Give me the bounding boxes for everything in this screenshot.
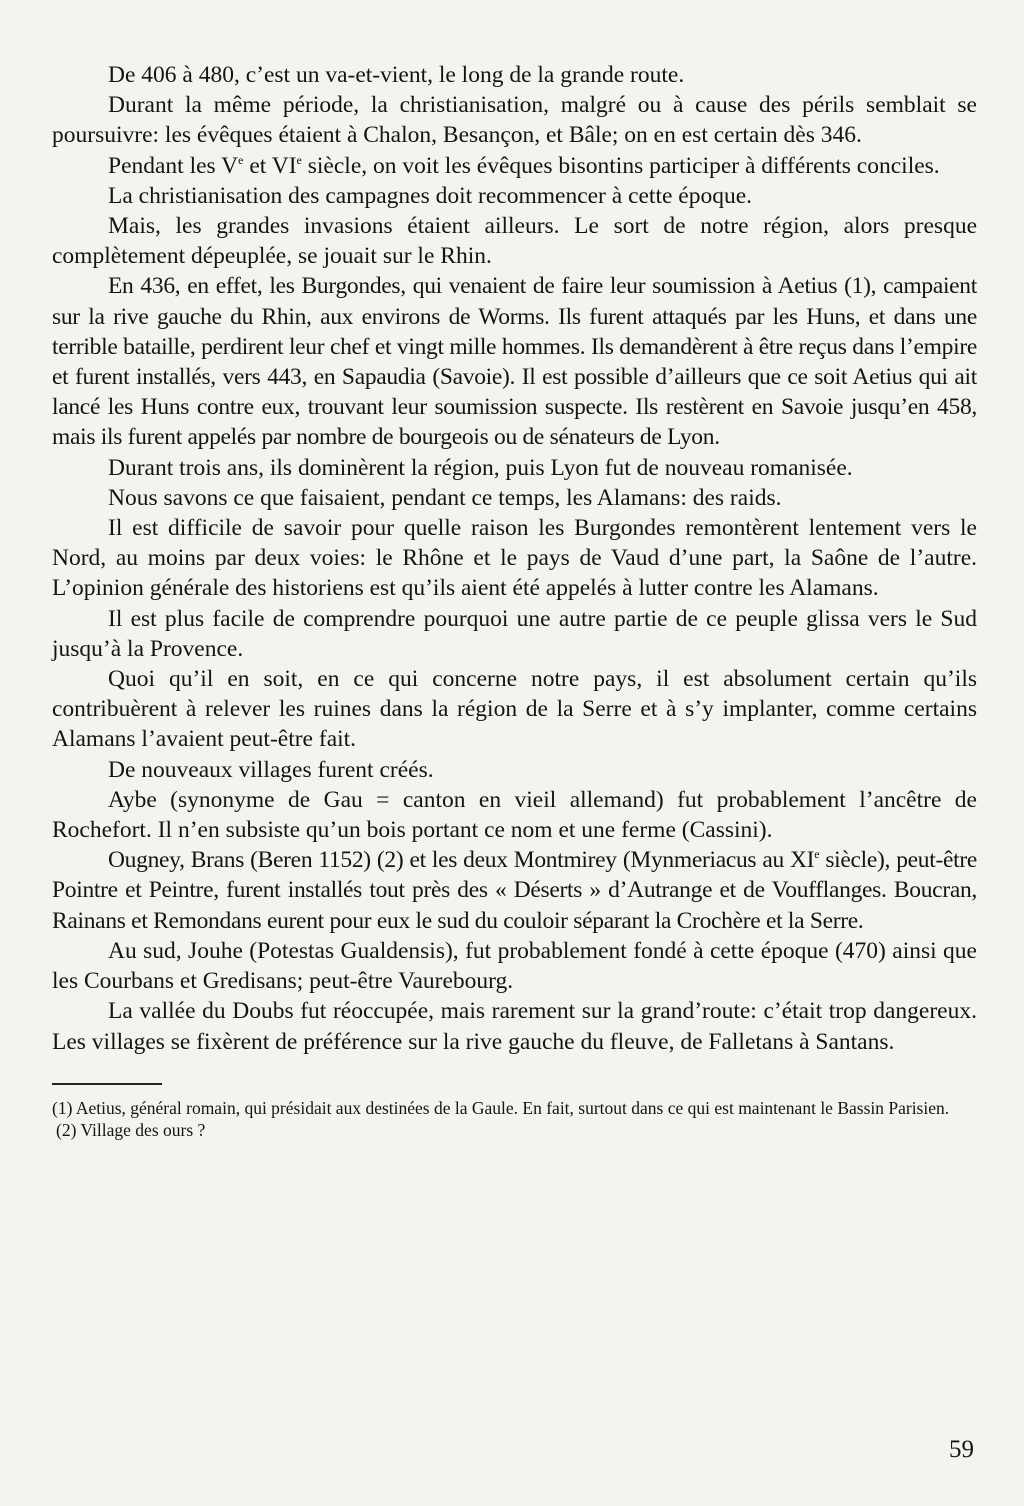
superscript: e [238,152,244,167]
paragraph: Mais, les grandes invasions étaient ailleurs. Le sort de notre région, alors presque complètement dépeuplée, se jouait sur le Rhin. [52,213,977,270]
paragraph-text: Ougney, Brans (Beren 1152) (2) et les deux Montmirey (Mynmeriacus au XI [108,847,815,874]
superscript: e [814,847,820,862]
body-text [52,60,977,1057]
paragraph-text: et VI [243,152,297,179]
paragraph [52,845,977,936]
footnotes [52,1097,977,1142]
paragraph: Aybe (synonyme de Gau = canton en vieil allemand) fut probablement l’ancêtre de Rochefort. Il n’en subsiste qu’un bois portant ce nom et une ferme (Cassini). [52,786,977,844]
paragraph: Durant trois ans, ils dominèrent la région, puis Lyon fut de nouveau romanisée. [108,454,853,481]
paragraph: De nouveaux villages furent créés. [108,756,434,783]
footnote: (2) Village des ours ? [56,1120,206,1141]
paragraph-text: siècle, on voit les évêques bisontins participer à différents conciles. [301,152,940,179]
paragraph [52,151,977,181]
paragraph-text: siècle), peut-être Pointre et Peintre, furent installés tout près des « Déserts » d’Autrange et de Voufflanges. Boucran, Rainans et Remondans eurent pour eux le sud du couloir séparant la Crochère et la Serre. [52,847,977,934]
page-number: 59 [949,1436,974,1463]
paragraph: En 436, en effet, les Burgondes, qui venaient de faire leur soumission à Aetius (1), campaient sur la rive gauche du Rhin, aux environs de Worms. Ils furent attaqués par les Huns, et dans une terrible bataille, perdirent leur chef et vingt mille hommes. Ils demandèrent à être reçus dans l’empire et furent installés, vers 443, en Sapaudia (Savoie). Il est possible d’ailleurs que ce soit Aetius qui ait lancé les Huns contre eux, trouvant leur soumission suspecte. Ils restèrent en Savoie jusqu’en 458, mais ils furent appelés par nombre de bourgeois ou de sénateurs de Lyon. [52,273,977,451]
superscript: e [296,152,302,167]
document-page [52,60,977,1142]
paragraph: Durant la même période, la christianisation, malgré ou à cause des périls semblait se poursuivre: les évêques étaient à Chalon, Besançon, et Bâle; on en est certain dès 346. [52,92,977,149]
paragraph: De 406 à 480, c’est un va-et-vient, le long de la grande route. [108,62,685,88]
paragraph: Nous savons ce que faisaient, pendant ce temps, les Alamans: des raids. [108,484,782,511]
paragraph: La vallée du Doubs fut réoccupée, mais rarement sur la grand’route: c’était trop dangereux. Les villages se fixèrent de préférence sur la rive gauche du fleuve, de Falletans à Santans. [52,998,977,1055]
paragraph: Il est difficile de savoir pour quelle raison les Burgondes remontèrent lentement vers le Nord, au moins par deux voies: le Rhône et le pays de Vaud d’une part, la Saône de l’autre. L’opinion générale des historiens est qu’ils aient été appelés à lutter contre les Alamans. [52,515,977,602]
paragraph: La christianisation des campagnes doit recommencer à cette époque. [108,182,753,209]
footnote-divider [52,1083,162,1085]
footnote: (1) Aetius, général romain, qui présidait aux destinées de la Gaule. En fait, surtout dans ce qui est maintenant le Bassin Parisien. [52,1097,950,1118]
paragraph: Quoi qu’il en soit, en ce qui concerne notre pays, il est absolument certain qu’ils contribuèrent à relever les ruines dans la région de la Serre et à s’y implanter, comme certains Alamans l’avaient peut-être fait. [52,666,977,753]
paragraph: Il est plus facile de comprendre pourquoi une autre partie de ce peuple glissa vers le Sud jusqu’à la Provence. [52,605,977,662]
paragraph-text: Pendant les V [108,152,239,179]
paragraph: Au sud, Jouhe (Potestas Gualdensis), fut probablement fondé à cette époque (470) ainsi que les Courbans et Gredisans; peut-être Vaurebourg. [52,937,977,995]
